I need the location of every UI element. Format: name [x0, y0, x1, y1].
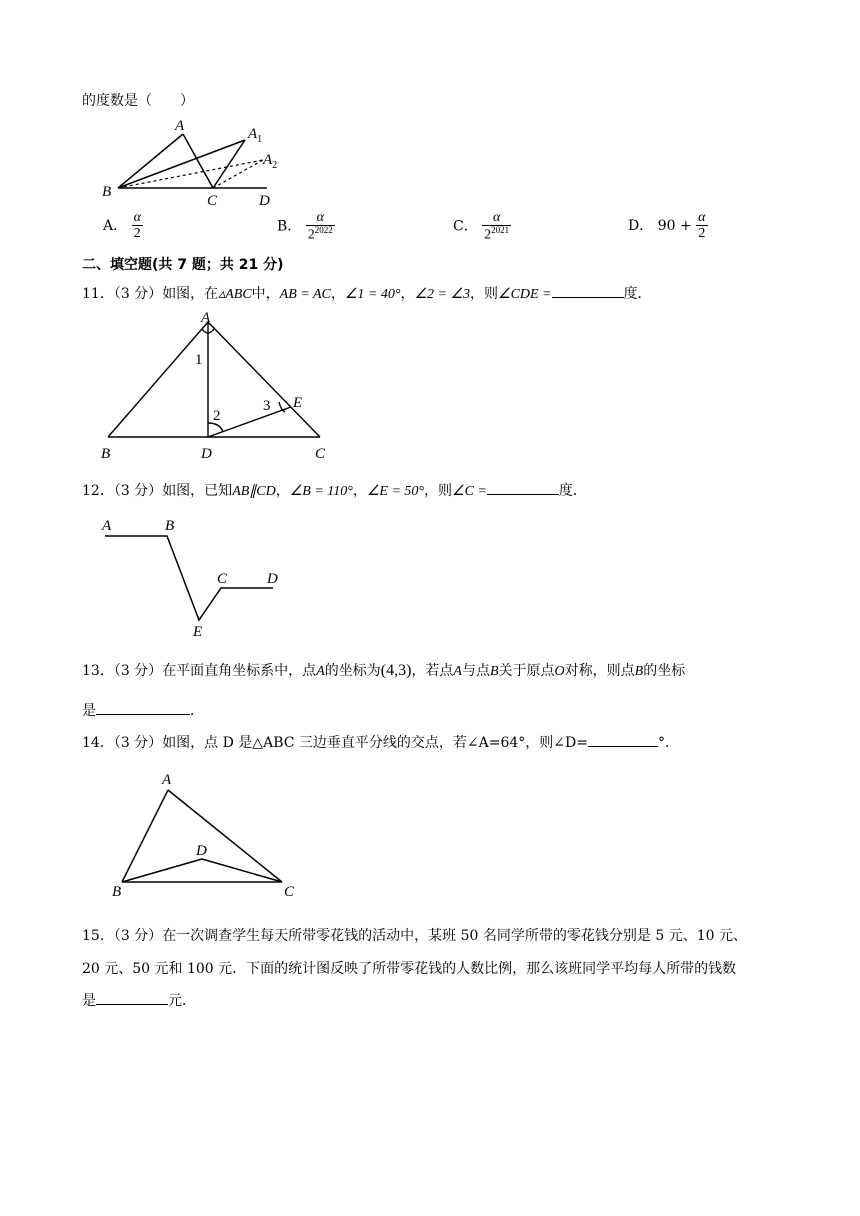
q15-answer-blank[interactable] [96, 990, 168, 1005]
q15-text-line1: 15．（3 分）在一次调查学生每天所带零花钱的活动中，某班 50 名同学所带的零花钱分别是 5 元、10 元、 [82, 928, 747, 944]
q11-figure [95, 306, 340, 464]
q13-text-line1: 13．（3 分）在平面直角坐标系中，点A的坐标为(4,3)，若点A与点B关于原点O对称，则点B的坐标 [82, 662, 686, 679]
q14-label-D: D [196, 843, 207, 859]
q10-option-b: B． $\frac{\alpha}{2^{2022}}$ [277, 210, 333, 244]
q14-label-A: A [162, 772, 172, 788]
q12-label-D: D [267, 571, 278, 587]
q15-text-line3: 是 元． [82, 990, 196, 1010]
q12-label-B: B [165, 518, 175, 534]
q12-label-E: E [193, 624, 203, 640]
q13-answer-blank[interactable] [96, 700, 190, 715]
q10-label-D: D [259, 193, 270, 209]
q10-label-C: C [207, 193, 218, 209]
q10-figure [95, 112, 295, 210]
q12-figure [95, 512, 295, 642]
q14-label-C: C [284, 884, 295, 900]
q11-answer-blank[interactable] [552, 283, 624, 298]
q14-answer-blank[interactable] [588, 732, 658, 747]
q12-label-A: A [102, 518, 112, 534]
q11-label-2: 2 [213, 408, 221, 424]
q11-label-C: C [315, 446, 326, 462]
q11-label-B: B [101, 446, 111, 462]
q10-label-A: A [175, 118, 185, 134]
q14-line-AB [122, 790, 168, 882]
section-heading: 二、填空题(共 7 题；共 21 分) [82, 257, 284, 273]
q11-label-3: 3 [263, 398, 271, 414]
q13-text-line2: 是 ． [82, 700, 204, 720]
q10-line-BA [118, 134, 183, 188]
q11-label-A: A [201, 310, 211, 326]
q11-angle2-arc [208, 423, 223, 432]
q14-text: 14．（3 分）如图，点 D 是△ABC 三边垂直平分线的交点，若∠A=64°，则∠D= °． [82, 732, 679, 752]
q14-line-DC [202, 859, 282, 882]
q12-polyline-ABECD [105, 536, 273, 620]
q14-figure [95, 764, 315, 904]
q10-label-A1: $A_1$ [248, 126, 263, 145]
q11-label-1: 1 [195, 352, 203, 368]
q14-line-BD [122, 859, 202, 882]
q10-option-c: C． $\frac{\alpha}{2^{2021}}$ [453, 210, 510, 244]
q10-label-B: B [102, 184, 112, 200]
q11-line-AB [108, 322, 208, 437]
q11-text: 11．（3 分）如图，在▵ABC中，AB = AC，∠1 = 40°，∠2 = ∠3，则∠CDE = 度． [82, 283, 652, 303]
q14-label-B: B [112, 884, 122, 900]
q12-answer-blank[interactable] [487, 480, 559, 495]
q12-text: 12．（3 分）如图，已知AB∥CD，∠B = 110°，∠E = 50°，则∠C = 度． [82, 480, 587, 500]
q10-line-BA2 [118, 160, 263, 188]
q10-line-A1C [213, 140, 245, 188]
q11-label-E: E [293, 395, 303, 411]
q11-line-AC [208, 322, 320, 437]
q10-option-d: D． 90 + $\frac{\alpha}{2}$ [628, 210, 706, 242]
q10-continuation: 的度数是（ ） [82, 93, 194, 109]
q10-label-A2: $A_2$ [263, 152, 278, 171]
q12-label-C: C [217, 571, 228, 587]
q10-option-a: A． $\frac{\alpha}{2}$ [103, 210, 141, 242]
q14-line-AC [168, 790, 282, 882]
q11-label-D: D [201, 446, 212, 462]
q15-text-line2: 20 元、50 元和 100 元．下面的统计图反映了所带零花钱的人数比例，那么该班同学平均每人所带的钱数 [82, 961, 737, 977]
q10-line-CA2 [213, 160, 263, 188]
